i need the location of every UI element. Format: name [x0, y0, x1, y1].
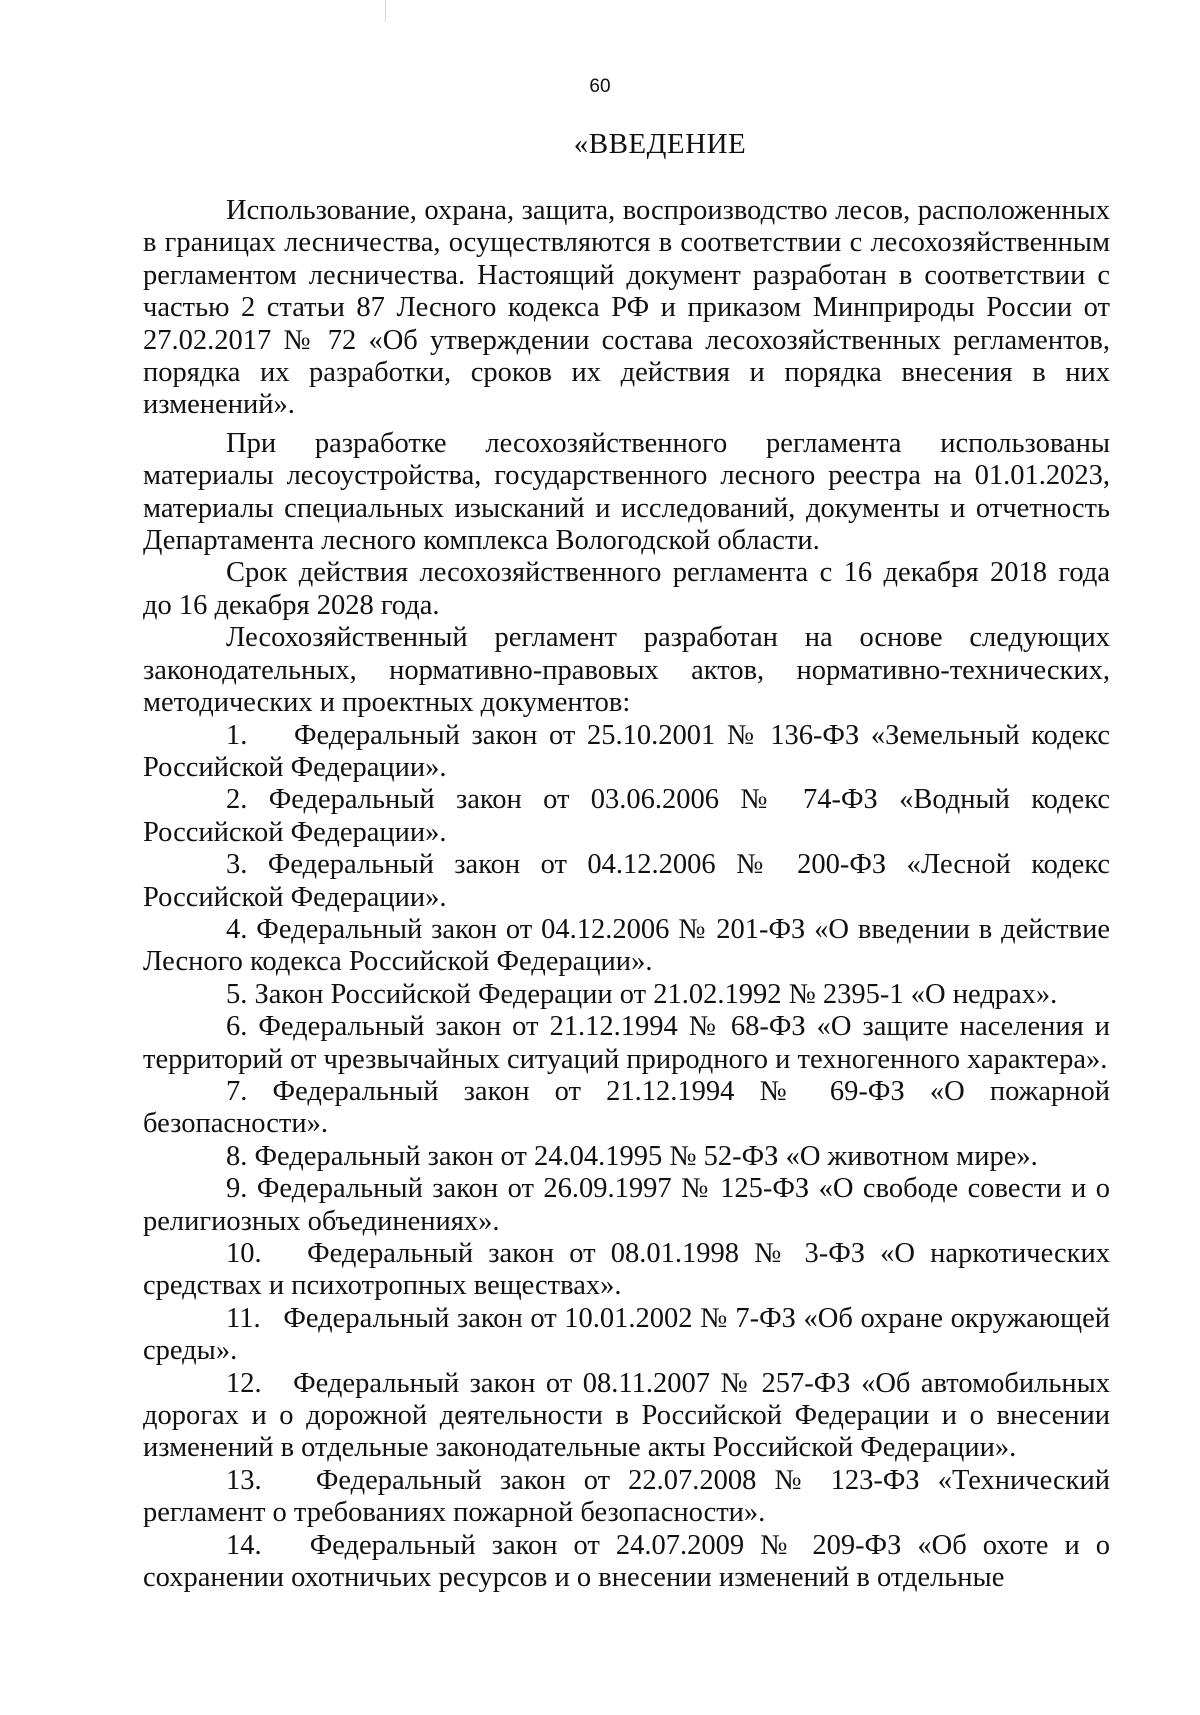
list-item-text: Федеральный закон от 08.11.2007 № 257-ФЗ «Об автомобильных дорогах и о дорожной деятельности в Российской Федерации и о внесении изменений в отдельные законодательные акты Российской Федерации». — [143, 1367, 1110, 1464]
list-item — [143, 784, 1110, 849]
validity-paragraph: Срок действия лесохозяйственного регламента с 16 декабря 2018 года до 16 декабря 2028 года. — [143, 557, 1110, 621]
list-item-text: Федеральный закон от 22.07.2008 № 123-ФЗ «Технический регламент о требованиях пожарной безопасности». — [143, 1464, 1110, 1529]
list-item-text: Федеральный закон от 26.09.1997 № 125-ФЗ «О свободе совести и о религиозных объединениях». — [143, 1173, 1111, 1237]
list-item-number: 3. — [226, 849, 248, 881]
list-item-number: 11. — [226, 1302, 261, 1334]
list-item — [143, 1465, 1110, 1530]
list-item-number: 8. — [226, 1140, 248, 1172]
list-item-number: 7. — [226, 1075, 248, 1107]
list-item — [143, 1173, 1110, 1238]
list-item — [143, 1076, 1110, 1141]
materials-paragraph: При разработке лесохозяйственного регламента использованы материалы лесоустройства, государственного лесного реестра на 01.01.2023, материалы специальных изысканий и исследований, документы и отчетность Департамента лесного комплекса Вологодской области. — [143, 427, 1110, 557]
list-item-text: Федеральный закон от 10.01.2002 № 7-ФЗ «Об охране окружающей среды». — [143, 1302, 1111, 1367]
scan-artifact-line — [385, 0, 386, 22]
list-item — [143, 720, 1110, 785]
list-item-text: Федеральный закон от 21.12.1994 № 68-ФЗ «О защите населения и территорий от чрезвычайных ситуаций природного и техногенного характера». — [143, 1011, 1111, 1075]
document-body — [143, 195, 1110, 1594]
list-item — [143, 1141, 1110, 1173]
list-item — [143, 914, 1110, 979]
list-item-text: Федеральный закон от 24.07.2009 № 209-ФЗ «Об охоте и о сохранении охотничьих ресурсов и о внесении изменений в отдельные — [143, 1529, 1110, 1594]
intro-paragraph: Использование, охрана, защита, воспроизводство лесов, расположенных в границах лесничества, осуществляются в соответствии с лесохозяйственным регламентом лесничества. Настоящий документ разработан в соответствии с частью 2 статьи 87 Лесного кодекса РФ и приказом Минприроды России от 27.02.2017 № 72 «Об утверждении состава лесохозяйственных регламентов, порядка их разработки, сроков их действия и порядка внесения в них изменений». — [143, 195, 1110, 421]
list-item-text: Федеральный закон от 25.10.2001 № 136-ФЗ «Земельный кодекс Российской Федерации». — [143, 719, 1111, 783]
list-item-number: 13. — [226, 1464, 262, 1496]
list-item — [143, 1368, 1110, 1465]
list-item-text: Федеральный закон от 04.12.2006 № 200-ФЗ «Лесной кодекс Российской Федерации». — [143, 849, 1111, 913]
list-item-number: 12. — [226, 1367, 262, 1399]
list-item — [143, 979, 1110, 1011]
list-item-text: Федеральный закон от 04.12.2006 № 201-ФЗ «О введении в действие Лесного кодекса Российской Федерации». — [143, 913, 1110, 978]
list-item — [143, 849, 1110, 914]
list-item-number: 4. — [226, 913, 248, 945]
list-item-number: 9. — [226, 1173, 248, 1205]
list-item — [143, 1011, 1110, 1076]
section-heading: «ВВЕДЕНИЕ — [573, 128, 747, 160]
list-item-number: 2. — [226, 784, 248, 816]
basis-paragraph: Лесохозяйственный регламент разработан на основе следующих законодательных, нормативно-правовых актов, нормативно-технических, методических и проектных документов: — [143, 622, 1110, 719]
list-item-text: Федеральный закон от 08.01.1998 № 3-ФЗ «О наркотических средствах и психотропных веществах». — [143, 1238, 1110, 1302]
list-item-number: 6. — [226, 1011, 248, 1043]
list-item — [143, 1238, 1110, 1303]
list-item-number: 1. — [226, 719, 248, 751]
list-item-number: 10. — [226, 1238, 262, 1269]
page-number: 60 — [589, 76, 611, 97]
list-item-number: 14. — [226, 1529, 262, 1561]
list-item-text: Федеральный закон от 03.06.2006 № 74-ФЗ «Водный кодекс Российской Федерации». — [143, 784, 1110, 848]
list-item — [143, 1530, 1110, 1595]
list-item-text: Закон Российской Федерации от 21.02.1992 № 2395-1 «О недрах». — [254, 978, 1058, 1010]
list-item-number: 5. — [226, 978, 248, 1010]
list-item-text: Федеральный закон от 24.04.1995 № 52-ФЗ «О животном мире». — [254, 1140, 1038, 1172]
list-item — [143, 1303, 1110, 1368]
list-item-text: Федеральный закон от 21.12.1994 № 69-ФЗ «О пожарной безопасности». — [143, 1075, 1111, 1140]
